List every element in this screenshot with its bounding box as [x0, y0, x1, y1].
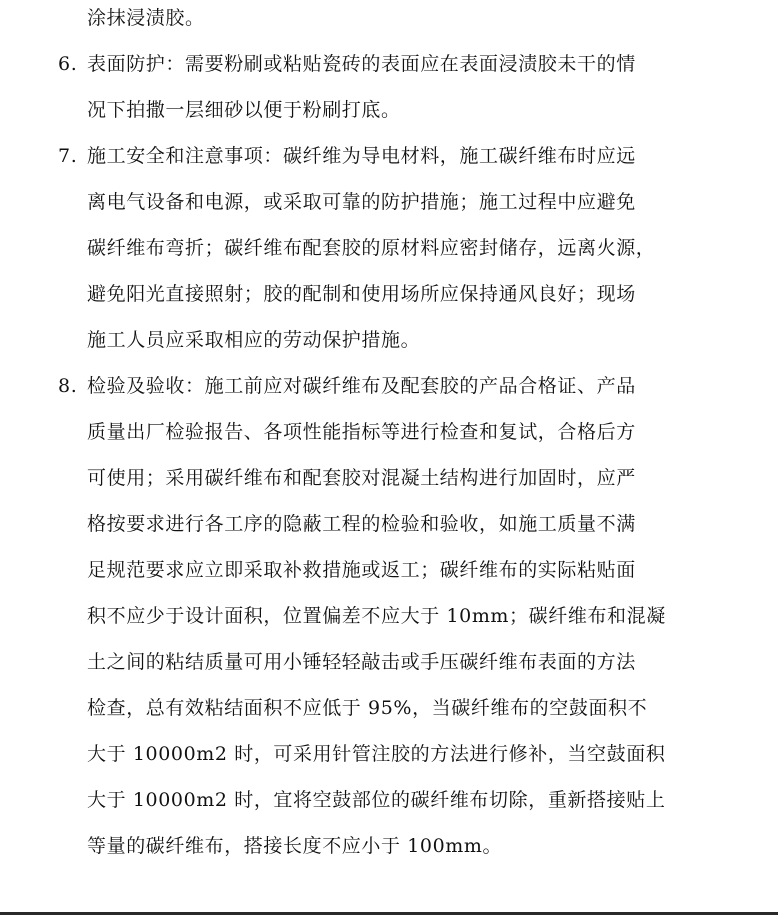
list-item-number: 6.: [58, 53, 78, 75]
paragraph-text: 涂抹浸渍胶。: [87, 7, 205, 29]
paragraph-text: 表面防护：需要粉刷或粘贴瓷砖的表面应在表面浸渍胶未干的情: [87, 53, 636, 75]
list-item-number: 7.: [58, 145, 78, 167]
paragraph-text: 离电气设备和电源，或采取可靠的防护措施；施工过程中应避免: [87, 191, 636, 213]
paragraph-text: 可使用；采用碳纤维布和配套胶对混凝土结构进行加固时，应严: [87, 467, 636, 489]
paragraph-text: 格按要求进行各工序的隐蔽工程的检验和验收，如施工质量不满: [87, 513, 636, 535]
paragraph-text: 检验及验收：施工前应对碳纤维布及配套胶的产品合格证、产品: [87, 375, 636, 397]
paragraph-text: 施工安全和注意事项：碳纤维为导电材料，施工碳纤维布时应远: [87, 145, 636, 167]
paragraph-text: 检查，总有效粘结面积不应低于 95%，当碳纤维布的空鼓面积不: [87, 697, 648, 719]
page-bottom-border: [0, 912, 778, 915]
paragraph-text: 足规范要求应立即采取补救措施或返工；碳纤维布的实际粘贴面: [87, 559, 636, 581]
paragraph-text: 避免阳光直接照射；胶的配制和使用场所应保持通风良好；现场: [87, 283, 636, 305]
list-item-number: 8.: [58, 375, 78, 397]
paragraph-text: 积不应少于设计面积，位置偏差不应大于 10mm；碳纤维布和混凝: [87, 605, 666, 627]
paragraph-text: 碳纤维布弯折；碳纤维布配套胶的原材料应密封储存，远离火源，: [87, 237, 656, 259]
paragraph-text: 质量出厂检验报告、各项性能指标等进行检查和复试，合格后方: [87, 421, 636, 443]
paragraph-text: 土之间的粘结质量可用小锤轻轻敲击或手压碳纤维布表面的方法: [87, 651, 636, 673]
paragraph-text: 施工人员应采取相应的劳动保护措施。: [87, 329, 421, 351]
paragraph-text: 况下拍撒一层细砂以便于粉刷打底。: [87, 99, 401, 121]
paragraph-text: 等量的碳纤维布，搭接长度不应小于 100mm。: [87, 835, 503, 857]
paragraph-text: 大于 10000m2 时，宜将空鼓部位的碳纤维布切除，重新搭接贴上: [87, 789, 666, 811]
paragraph-text: 大于 10000m2 时，可采用针管注胶的方法进行修补，当空鼓面积: [87, 743, 666, 765]
